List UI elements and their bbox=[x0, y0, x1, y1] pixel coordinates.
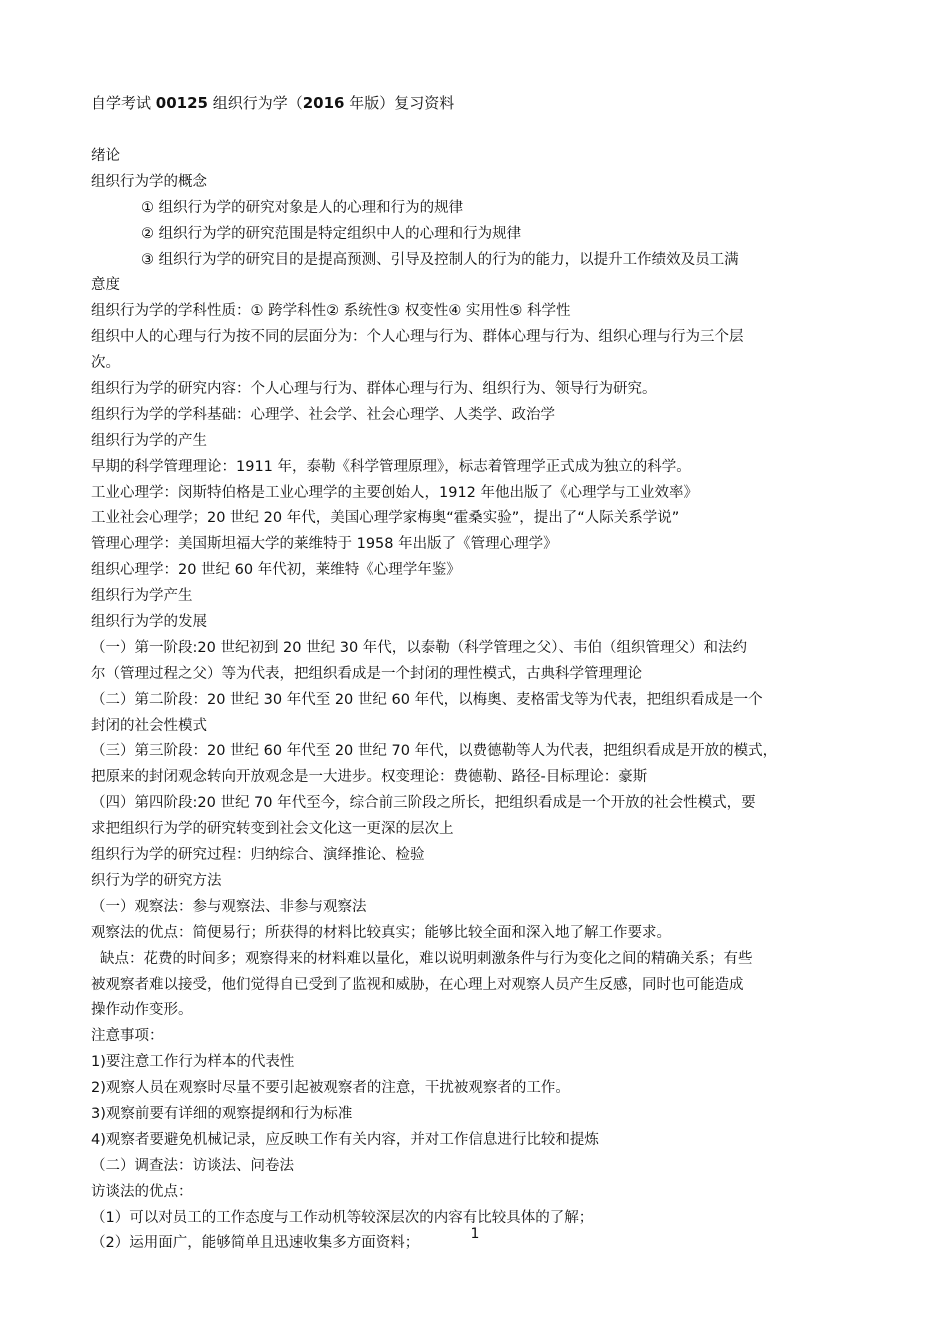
text-line: 操作动作变形。 bbox=[91, 1002, 193, 1019]
title-part-1: 自学考试 bbox=[91, 94, 156, 112]
title-part-3: 年版）复习资料 bbox=[344, 94, 455, 112]
title-part-2: 组织行为学（ bbox=[207, 94, 303, 112]
text-line: 3)观察前要有详细的观察提纲和行为标准 bbox=[91, 1105, 353, 1122]
text-line: （二）第二阶段：20 世纪 30 年代至 20 世纪 60 年代，以梅奥、麦格雷戈等为代表，把组织看成是一个 bbox=[91, 691, 763, 708]
text-line: 次。 bbox=[91, 355, 120, 372]
text-line: 4)观察者要避免机械记录，应反映工作有关内容，并对工作信息进行比较和提炼 bbox=[91, 1131, 599, 1148]
document-body bbox=[91, 144, 861, 1257]
text-line: 组织行为学的学科性质：① 跨学科性② 系统性③ 权变性④ 实用性⑤ 科学性 bbox=[91, 303, 571, 320]
text-line: 组织行为学产生 bbox=[91, 588, 193, 605]
text-line: 尔（管理过程之父）等为代表，把组织看成是一个封闭的理性模式，古典科学管理理论 bbox=[91, 665, 642, 682]
text-line: 组织行为学的产生 bbox=[91, 432, 207, 449]
text-line: 组织行为学的发展 bbox=[91, 614, 207, 631]
text-line: 被观察者难以接受，他们觉得自已受到了监视和威胁，在心理上对观察人员产生反感，同时也可能造成 bbox=[91, 976, 744, 993]
title-course-code: 00125 bbox=[155, 94, 208, 112]
text-line: 意度 bbox=[91, 277, 120, 294]
text-line: （一）第一阶段:20 世纪初到 20 世纪 30 年代，以泰勒（科学管理之父）、韦伯（组织管理父）和法约 bbox=[91, 639, 748, 656]
text-line: 封闭的社会性模式 bbox=[91, 717, 207, 734]
text-line: （一）观察法：参与观察法、非参与观察法 bbox=[91, 898, 367, 915]
text-line: 组织行为学的概念 bbox=[91, 173, 207, 190]
text-line: 组织行为学的研究过程：归纳综合、演绎推论、检验 bbox=[91, 847, 425, 864]
text-line: 工业心理学：闵斯特伯格是工业心理学的主要创始人，1912 年他出版了《心理学与工业效率》 bbox=[91, 484, 699, 501]
text-line: （2）运用面广，能够简单且迅速收集多方面资料； bbox=[91, 1235, 420, 1252]
text-line: 织行为学的研究方法 bbox=[91, 872, 222, 889]
text-line: （1）可以对员工的工作态度与工作动机等较深层次的内容有比较具体的了解； bbox=[91, 1209, 594, 1226]
page-number: 1 bbox=[470, 1226, 480, 1242]
document-title bbox=[91, 92, 454, 114]
text-line: 绪论 bbox=[91, 148, 120, 164]
text-line: 组织行为学的学科基础：心理学、社会学、社会心理学、人类学、政治学 bbox=[91, 406, 555, 423]
text-line: 组织中人的心理与行为按不同的层面分为：个人心理与行为、群体心理与行为、组织心理与行为三个层 bbox=[91, 329, 744, 346]
text-line: （四）第四阶段:20 世纪 70 年代至今，综合前三阶段之所长，把组织看成是一个开放的社会性模式，要 bbox=[91, 795, 756, 812]
text-line: ① 组织行为学的研究对象是人的心理和行为的规律 bbox=[141, 199, 464, 216]
text-line: ③ 组织行为学的研究目的是提高预测、引导及控制人的行为的能力，以提升工作绩效及员工满 bbox=[141, 251, 739, 268]
text-line: 求把组织行为学的研究转变到社会文化这一更深的层次上 bbox=[91, 821, 454, 838]
text-line: 管理心理学：美国斯坦福大学的莱维特于 1958 年出版了《管理心理学》 bbox=[91, 536, 558, 553]
text-line: 2)观察人员在观察时尽量不要引起被观察者的注意，干扰被观察者的工作。 bbox=[91, 1080, 570, 1097]
text-line: 早期的科学管理理论：1911 年，泰勒《科学管理原理》，标志着管理学正式成为独立的科学。 bbox=[91, 458, 691, 475]
text-line: （三）第三阶段：20 世纪 60 年代至 20 世纪 70 年代，以费德勒等人为代表，把组织看成是开放的模式， bbox=[91, 743, 778, 760]
text-line: 观察法的优点：简便易行；所获得的材料比较真实；能够比较全面和深入地了解工作要求。 bbox=[91, 924, 671, 941]
text-line: 组织行为学的研究内容：个人心理与行为、群体心理与行为、组织行为、领导行为研究。 bbox=[91, 381, 657, 398]
text-line: ② 组织行为学的研究范围是特定组织中人的心理和行为规律 bbox=[141, 225, 522, 242]
text-line: 工业社会心理学；20 世纪 20 年代，美国心理学家梅奥“霍桑实验”，提出了“人际关系学说” bbox=[91, 510, 680, 527]
text-line: 把原来的封闭观念转向开放观念是一大进步。权变理论：费德勒、路径-目标理论：豪斯 bbox=[91, 769, 648, 786]
text-line: 组织心理学：20 世纪 60 年代初，莱维特《心理学年鉴》 bbox=[91, 562, 461, 579]
text-line: 1)要注意工作行为样本的代表性 bbox=[91, 1054, 295, 1071]
text-line: 访谈法的优点： bbox=[91, 1183, 193, 1200]
text-line: 缺点：花费的时间多；观察得来的材料难以量化，难以说明刺激条件与行为变化之间的精确关系；有些 bbox=[100, 950, 753, 967]
title-year: 2016 bbox=[302, 94, 345, 112]
text-line: 注意事项： bbox=[91, 1028, 164, 1045]
text-line: （二）调查法：访谈法、问卷法 bbox=[91, 1157, 294, 1174]
